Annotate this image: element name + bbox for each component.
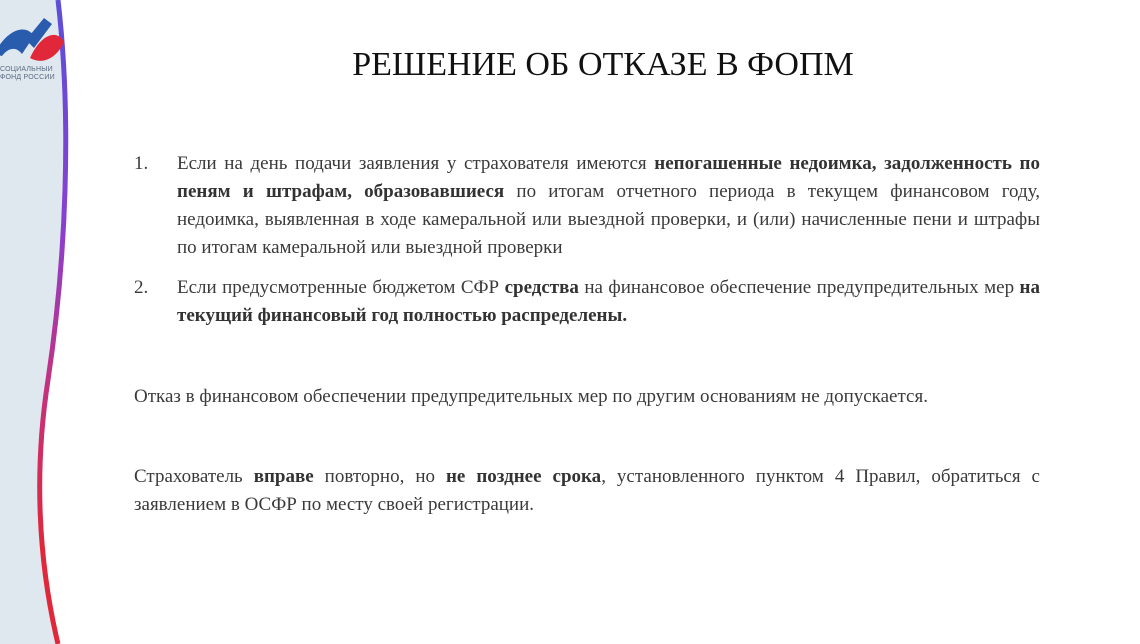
bold-text-segment: непогашенные недоимка, задолженность по пеням и штрафам, образовавшиеся: [177, 153, 1040, 202]
page-title: РЕШЕНИЕ ОБ ОТКАЗЕ В ФОПМ: [352, 46, 854, 83]
text-segment: повторно, но: [313, 466, 446, 487]
reason-item-1: [134, 150, 1040, 262]
content-body: [134, 150, 1040, 519]
bold-text-segment: не позднее срока: [445, 466, 602, 487]
logo-caption: [0, 66, 60, 82]
text-segment: по итогам отчетного периода в текущем финансовом году, недоимка, выявленная в ходе камеральной или выездной проверки, и (или) начисленные пени и штрафы по итогам камеральной или выездной проверки: [177, 181, 1040, 258]
repeat-application-note: [134, 463, 1040, 519]
refusal-reasons-list: [134, 150, 1040, 330]
text-segment: Если на день подачи заявления у страхователя имеются: [177, 153, 655, 174]
text-segment: Страхователь: [134, 466, 254, 487]
logo-line-2: ФОНД РОССИИ: [0, 74, 55, 81]
text-segment: , установленного пунктом 4 Правил, обратиться с заявлением в ОСФР по месту своей регистрации.: [134, 466, 1040, 515]
bold-text-segment: на текущий финансовый год полностью распределены.: [177, 277, 1040, 326]
reason-text: [177, 277, 1040, 326]
refusal-note: Отказ в финансовом обеспечении предупредительных мер по другим основаниям не допускается.: [134, 386, 928, 407]
bold-text-segment: вправе: [253, 466, 314, 487]
logo-line-1: СОЦИАЛЬНЫЙ: [0, 66, 53, 73]
reason-text: [177, 153, 1040, 258]
bold-text-segment: средства: [504, 277, 579, 298]
reason-number: 1.: [134, 153, 149, 174]
reason-number: 2.: [134, 277, 149, 298]
text-segment: на финансовое обеспечение предупредительных мер: [578, 277, 1020, 298]
side-ribbon-decoration: [0, 0, 90, 644]
text-segment: Если предусмотренные бюджетом СФР: [177, 277, 505, 298]
reason-item-2: [134, 274, 1040, 330]
